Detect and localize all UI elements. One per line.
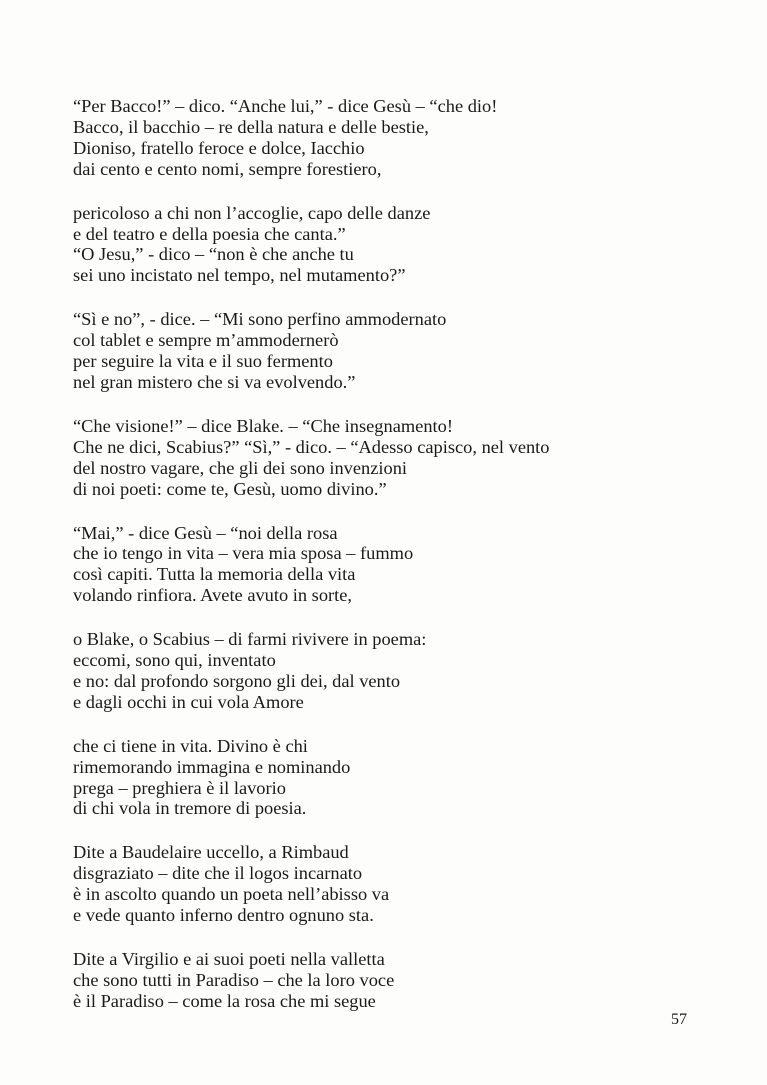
stanza-5 (73, 523, 693, 607)
stanza-3 (73, 309, 693, 393)
poem-line: Dioniso, fratello feroce e dolce, Iacchio (73, 137, 365, 158)
stanza-9 (73, 949, 693, 1012)
stanza-1 (73, 96, 693, 180)
poem-line: “Per Bacco!” – dico. “Anche lui,” - dice Gesù – “che dio! (73, 96, 498, 116)
poem-line: dai cento e cento nomi, sempre forestiero, (73, 158, 382, 179)
stanza-4 (73, 416, 693, 500)
poem-line: e vede quanto inferno dentro ognuno sta. (73, 905, 374, 926)
poem-line: disgraziato – dite che il logos incarnato (73, 863, 363, 884)
poem-line: è il Paradiso – come la rosa che mi segue (73, 990, 376, 1011)
poem-line: volando rinfiora. Avete avuto in sorte, (73, 585, 353, 606)
poem-line: del nostro vagare, che gli dei sono invenzioni (73, 457, 408, 478)
poem-line: che sono tutti in Paradiso – che la loro voce (73, 969, 395, 990)
stanza-7 (73, 736, 693, 820)
poem-line: nel gran mistero che si va evolvendo.” (73, 371, 356, 392)
poem-line: prega – preghiera è il lavorio (73, 777, 286, 798)
poem-line: Che ne dici, Scabius?” “Sì,” - dico. – “Adesso capisco, nel vento (73, 436, 550, 457)
poem-line: così capiti. Tutta la memoria della vita (73, 564, 356, 585)
poem-line: e dagli occhi in cui vola Amore (73, 691, 304, 712)
poem-line: “O Jesu,” - dico – “non è che anche tu (73, 244, 354, 265)
poem-line: col tablet e sempre m’ammodernerò (73, 330, 339, 351)
poem-line: è in ascolto quando un poeta nell’abisso va (73, 884, 390, 905)
poem-line: Bacco, il bacchio – re della natura e delle bestie, (73, 116, 429, 137)
page-number: 57 (671, 1011, 687, 1028)
poem-line: Dite a Baudelaire uccello, a Rimbaud (73, 842, 349, 863)
poem-line: di chi vola in tremore di poesia. (73, 798, 307, 819)
poem-line: che ci tiene in vita. Divino è chi (73, 735, 308, 756)
poem-line: pericoloso a chi non l’accoglie, capo delle danze (73, 202, 431, 223)
poem-line: per seguire la vita e il suo fermento (73, 351, 333, 372)
stanza-6 (73, 629, 693, 713)
poem-line: e del teatro e della poesia che canta.” (73, 223, 346, 244)
poem-line: “Che visione!” – dice Blake. – “Che insegnamento! (73, 415, 453, 436)
poem-line: eccomi, sono qui, inventato (73, 650, 276, 671)
stanza-2 (73, 203, 693, 287)
poem-line: o Blake, o Scabius – di farmi rivivere in poema: (73, 629, 427, 650)
poem-line: e no: dal profondo sorgono gli dei, dal vento (73, 670, 401, 691)
poem-body (73, 96, 693, 1035)
stanza-8 (73, 842, 693, 926)
poem-line: “Mai,” - dice Gesù – “noi della rosa (73, 522, 338, 543)
poem-line: di noi poeti: come te, Gesù, uomo divino.” (73, 478, 387, 499)
poem-line: Dite a Virgilio e ai suoi poeti nella valletta (73, 949, 385, 969)
poem-line: “Sì e no”, - dice. – “Mi sono perfino ammodernato (73, 309, 447, 330)
poem-line: sei uno incistato nel tempo, nel mutamento?” (73, 265, 406, 286)
poem-line: rimemorando immagina e nominando (73, 756, 351, 777)
poem-line: che io tengo in vita – vera mia sposa – fummo (73, 543, 414, 564)
